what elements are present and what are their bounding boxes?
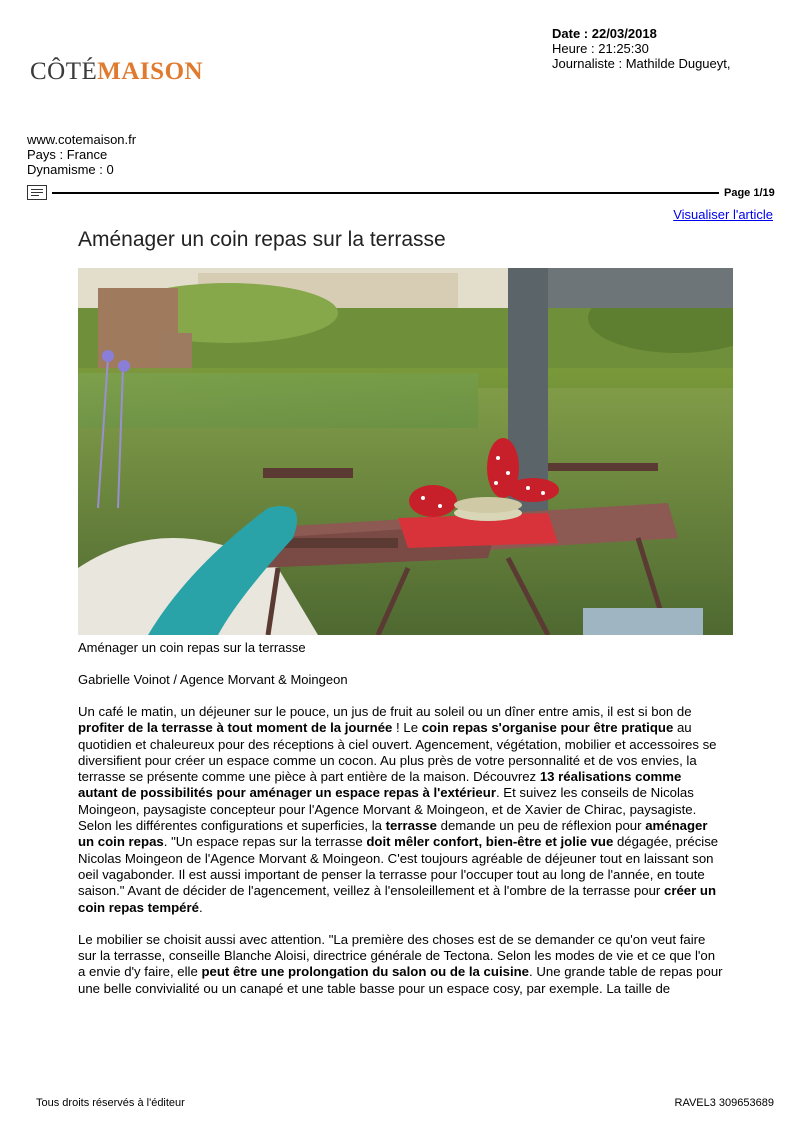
document-icon [27,185,47,200]
article-title: Aménager un coin repas sur la terrasse [78,228,446,251]
text-run: Un café le matin, un déjeuner sur le pouce, un jus de fruit au soleil ou un dîner entre amis, il est si bon de [78,704,692,719]
footer-rights: Tous droits réservés à l'éditeur [36,1097,185,1109]
bold-run: coin repas s'organise pour être pratique [421,720,674,736]
meta-date: Date : 22/03/2018 [552,26,657,41]
article-paragraph-1 [78,704,723,916]
text-run: Le mobilier se choisit aussi avec attention. "La première des choses est de se demander ce qu'on veut faire sur la terrasse, conseille Blanche Aloisi, directrice générale de Tectona. Selon les modes de vie et ce que l'on a envie d'y faire, elle [78,931,716,980]
article-body [78,704,723,1013]
text-run: . [198,899,203,915]
photo-credit: Gabrielle Voinot / Agence Morvant & Moingeon [78,672,348,687]
article-meta [552,26,730,71]
bold-run: doit mêler confort, bien-être et jolie vue [366,834,614,850]
text-run: . "Un espace repas sur la terrasse [163,834,367,850]
bold-run: créer un coin repas tempéré [78,883,717,915]
view-article-link[interactable]: Visualiser l'article [673,207,773,222]
brand-logo-word1: CÔTÉ [30,58,98,85]
meta-journalist: Journaliste : Mathilde Dugueyt, [552,56,731,71]
footer-reference: RAVEL3 309653689 [674,1097,774,1109]
bold-run: peut être une prolongation du salon ou de la cuisine [201,964,530,980]
page-number: Page 1/19 [724,187,775,199]
photo-caption: Aménager un coin repas sur la terrasse [78,640,306,655]
bold-run: aménager un coin repas [78,818,708,850]
source-info [27,132,136,177]
article-photo [78,268,733,635]
bold-run: profiter de la terrasse à tout moment de la journée [78,720,393,736]
text-run: dégagée, précise Nicolas Moingeon de l'Agence Morvant & Moingeon. C'est toujours agréable de déjeuner tout en laissant son oeil vagabonder. Il est aussi important de penser la terrasse pour l'occuper tout au long de l'année, en toute saison." Avant de décider de l'agencement, veillez à l'ensoleillement et à l'ombre de la terrasse pour [78,834,719,899]
article-paragraph-2 [78,932,723,997]
brand-logo [30,58,203,86]
brand-logo-word2: MAISON [97,58,204,85]
text-run: . Une grande table de repas pour une belle convivialité ou un canapé et une table basse pour un espace cosy, par exemple. La taille de [78,964,723,996]
text-run: demande un peu de réflexion pour [436,818,646,834]
source-country: Pays : France [27,147,108,162]
source-dynamism: Dynamisme : 0 [27,162,114,177]
header-divider [52,192,719,194]
bold-run: 13 réalisations comme autant de possibilités pour aménager un espace repas à l'extérieur [78,769,682,801]
text-run: ! Le [392,720,422,736]
source-url: www.cotemaison.fr [27,132,137,147]
text-run: . Et suivez les conseils de Nicolas Moingeon, paysagiste concepteur pour l'Agence Morvant & Moingeon, et de Xavier de Chirac, paysagiste. Selon les différentes configurations et superficies, la [78,785,697,834]
meta-time: Heure : 21:25:30 [552,41,649,56]
bold-run: terrasse [385,818,437,834]
text-run: au quotidien et chaleureux pour des réceptions à ciel ouvert. Agencement, végétation, mobilier et accessoires se diversifient pour créer un espace comme un cocon. Au plus près de votre personnalité et de vos envies, la terrasse se présente comme une pièce à part entière de la maison. Découvrez [78,720,717,785]
